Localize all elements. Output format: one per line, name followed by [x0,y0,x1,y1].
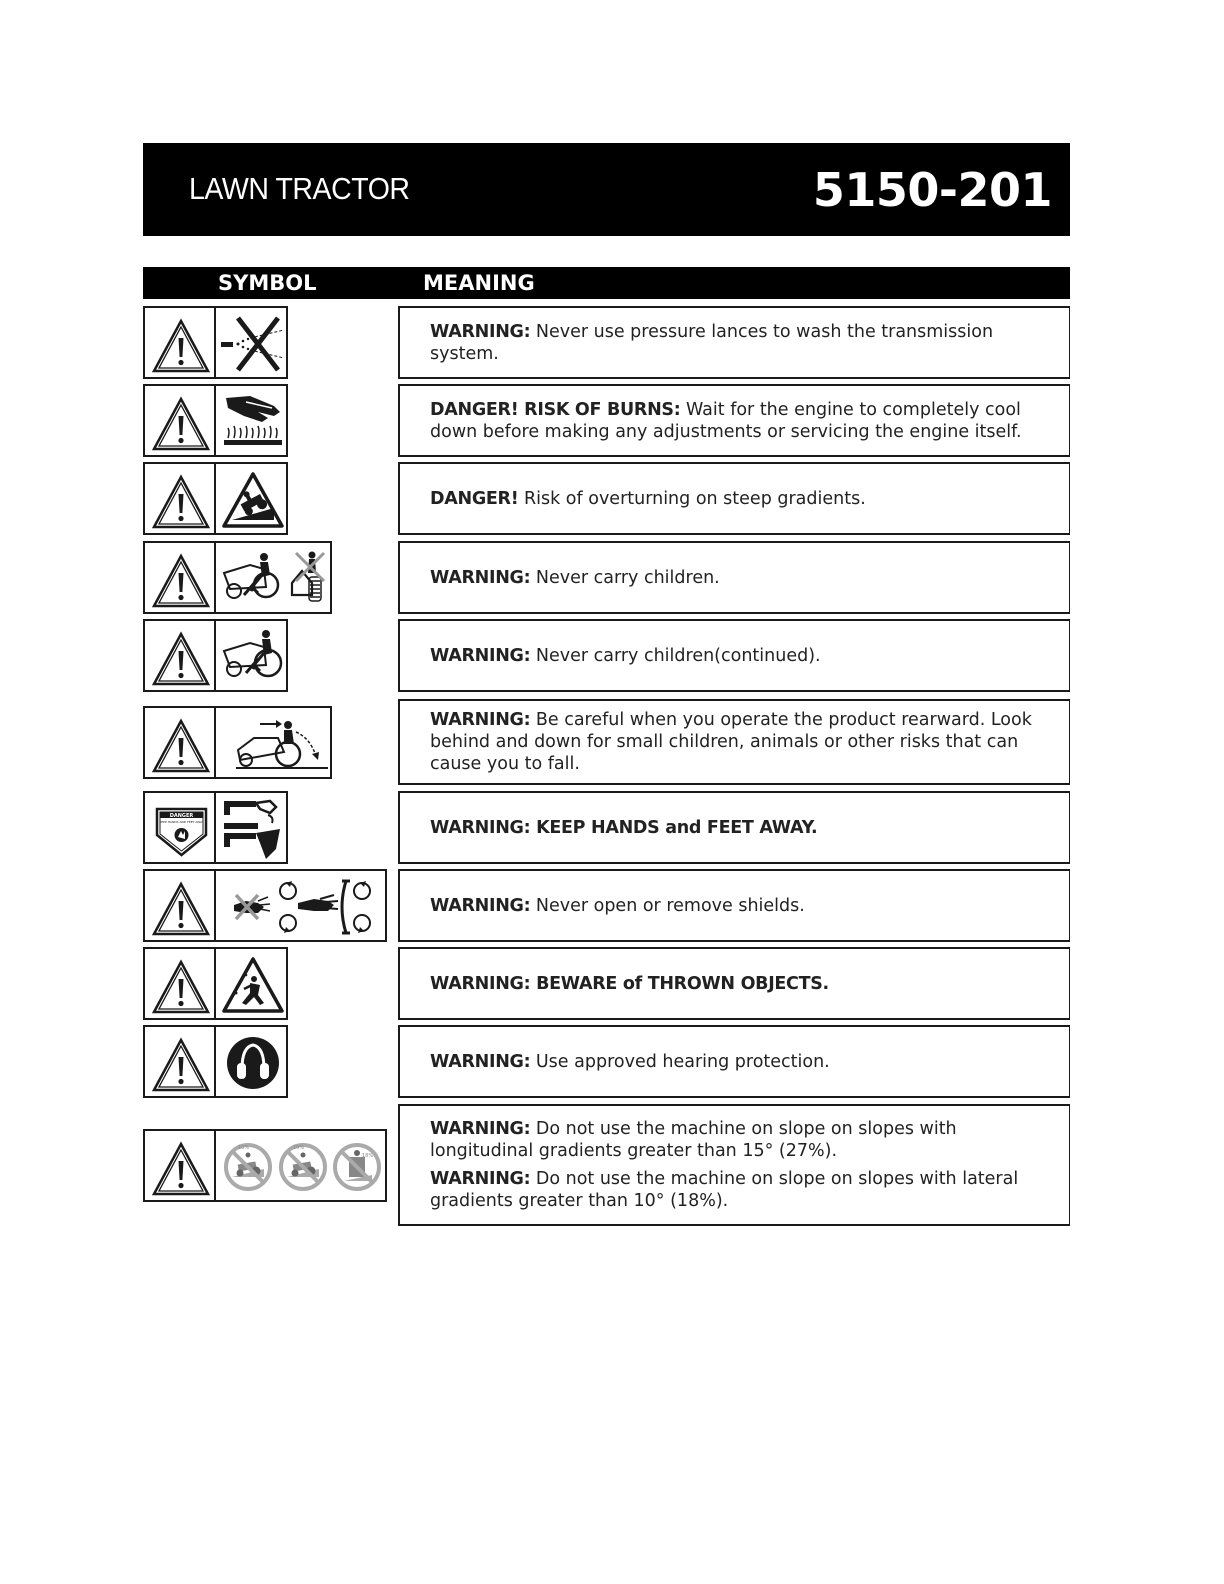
meaning-text: DANGER! Risk of overturning on steep gradients. [430,488,866,509]
product-title: LAWN TRACTOR [189,171,410,206]
no-children-riding-icon [214,541,332,614]
meaning-text: DANGER! RISK OF BURNS: Wait for the engine to completely cool down before making any adjustments or servicing the engine itself. [430,399,1022,442]
warning-triangle-icon [143,384,216,457]
rotating-blade-hands-feet-icon [214,791,288,864]
meaning-cell [398,869,1070,942]
meaning-cell [398,619,1070,692]
meaning-text: WARNING: BEWARE of THROWN OBJECTS. [430,973,829,994]
warning-triangle-icon [143,1025,216,1098]
warning-triangle-icon [143,462,216,535]
slope-prohibited-icon [226,1145,270,1189]
meaning-cell [398,1025,1070,1098]
warning-triangle-icon [143,619,216,692]
meaning-cell [398,947,1070,1020]
warning-triangle-icon [143,1129,216,1202]
meaning-text: WARNING: Never use pressure lances to wash the transmission system. [430,321,994,364]
thrown-objects-icon [214,947,288,1020]
meaning-text: WARNING: Do not use the machine on slope on slopes with lateral gradients greater than 10° (18%). [430,1169,1019,1211]
warning-triangle-icon [143,706,216,779]
meaning-text: WARNING: KEEP HANDS and FEET AWAY. [430,817,818,838]
meaning-cell [398,699,1070,785]
svg-text:10%: 10% [293,1145,305,1151]
meaning-column-header: MEANING [423,271,535,295]
meaning-text: WARNING: Use approved hearing protection. [430,1051,830,1072]
meaning-text: WARNING: Never carry children(continued). [430,645,821,666]
svg-text:18%: 18% [362,1153,374,1159]
tractor-rider-icon [214,619,288,692]
meaning-cell [398,791,1070,864]
document-header [143,143,1070,236]
meaning-text: WARNING: Do not use the machine on slope on slopes with longitudinal gradients greater than 15° (27%). [430,1119,957,1161]
symbol-column-header: SYMBOL [218,271,317,295]
reverse-operation-icon [214,706,332,779]
pressure-lance-prohibited-icon [214,306,288,379]
meaning-cell [398,384,1070,457]
warning-triangle-icon [143,306,216,379]
remove-shields-prohibited-icon [214,869,387,942]
svg-text:KEEP HANDS AND FEET AWAY: KEEP HANDS AND FEET AWAY [159,820,204,824]
model-number: 5150-201 [812,163,1052,217]
hot-surface-hand-icon [214,384,288,457]
hearing-protection-icon [214,1025,288,1098]
lateral-slope-prohibited-icon [335,1145,379,1189]
warning-triangle-icon [143,541,216,614]
svg-text:10%: 10% [238,1145,250,1151]
svg-text:DANGER: DANGER [169,813,194,819]
danger-label-icon [143,791,216,864]
slope-prohibited-icon [281,1145,325,1189]
overturning-slope-icon [214,462,288,535]
warning-triangle-icon [143,869,216,942]
meaning-cell [398,306,1070,379]
meaning-cell [398,462,1070,535]
meaning-cell [398,1104,1070,1226]
warning-triangle-icon [143,947,216,1020]
table-header [143,267,1070,299]
meaning-cell [398,541,1070,614]
slope-limits-icon [214,1129,387,1202]
meaning-text: WARNING: Never carry children. [430,567,720,588]
meaning-text: WARNING: Never open or remove shields. [430,895,805,916]
meaning-text: WARNING: Be careful when you operate the product rearward. Look behind and down for small children, animals or other risks that can cause you to fall. [430,710,1032,774]
